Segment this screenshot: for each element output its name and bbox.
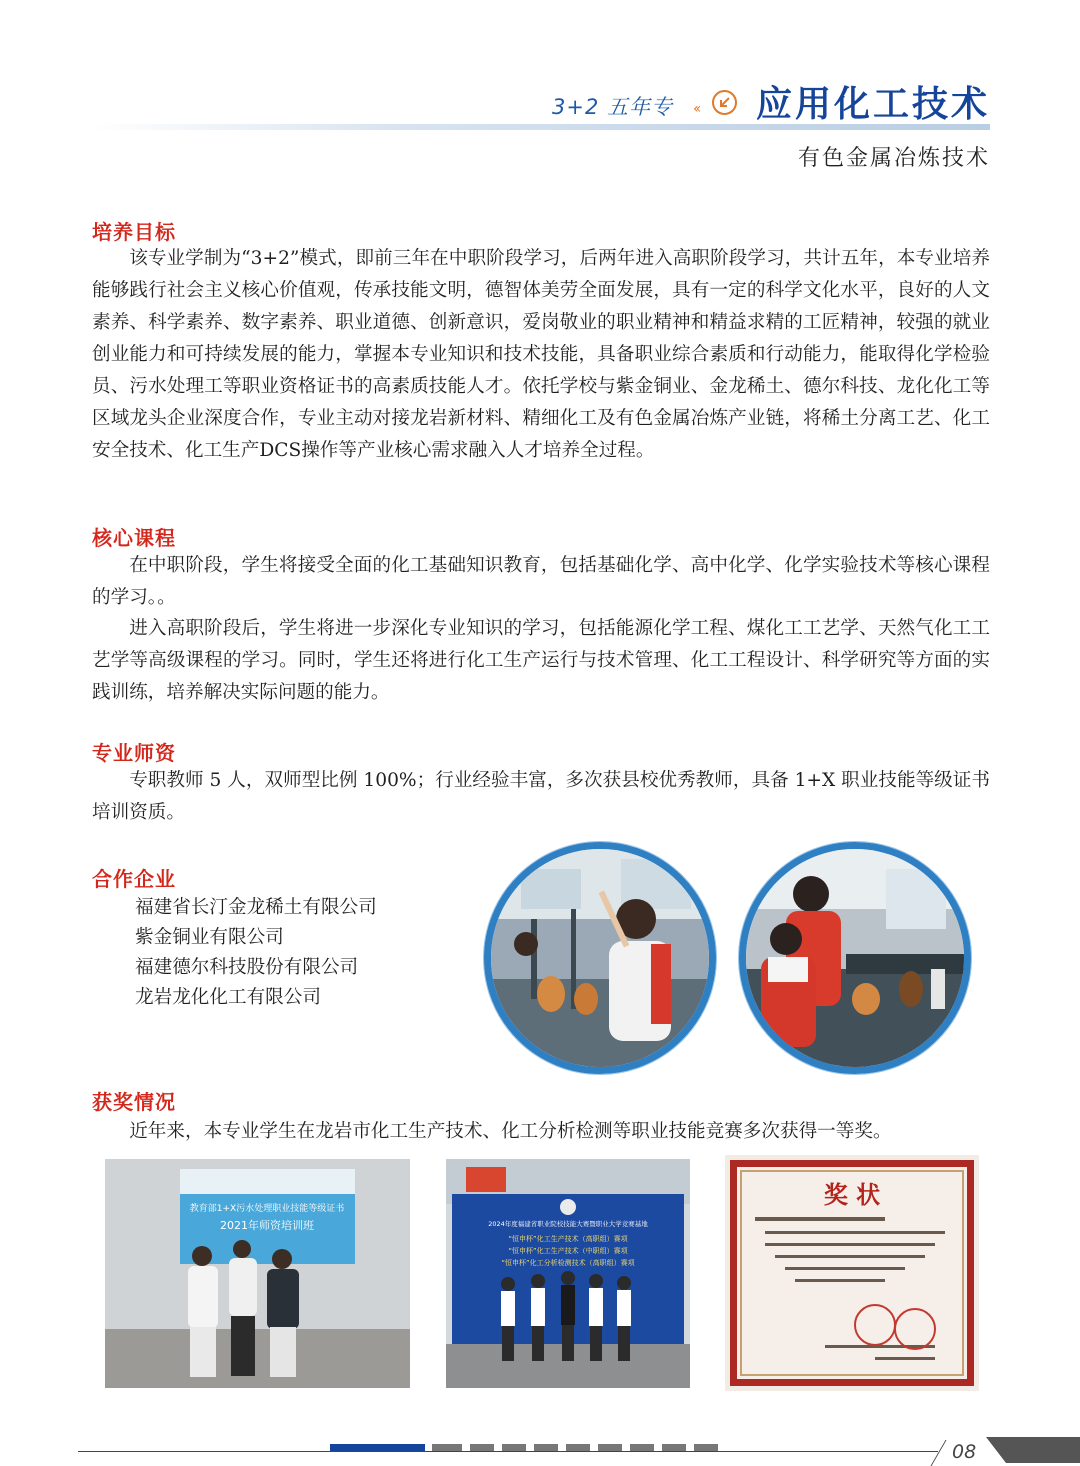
arrow-circle-icon [712,90,737,115]
partner-item: 福建德尔科技股份有限公司 [135,957,359,978]
footer-rule [78,1451,938,1452]
training-banner-line1: 教育部1+X污水处理职业技能等级证书 [189,1204,345,1214]
lab-photo-student-experiment [484,842,716,1074]
faculty-paragraph: 专职教师 5 人，双师型比例 100%；行业经验丰富，多次获县校优秀教师，具备 1+X 职业技能等级证书培训资质。 [92,770,990,823]
photo-skills-contest [446,1159,690,1388]
footer-segment [330,1444,425,1451]
footer-slash [930,1440,946,1466]
page-title: 应用化工技术 [755,84,990,125]
courses-paragraph-2: 进入高职阶段后，学生将进一步深化专业知识的学习，包括能源化学工程、煤化工工艺学、天然气化工工艺学等高级课程的学习。同时，学生还将进行化工生产运行与技术管理、化工工程设计、科学研究等方面的实践训练，培养解决实际问题的能力。 [92,618,990,703]
footer-segment [502,1444,526,1451]
double-chevron-icon: ‹‹ [693,101,699,117]
partner-item: 龙岩龙化化工有限公司 [135,987,321,1008]
partner-item: 紫金铜业有限公司 [135,927,284,948]
footer-segment [566,1444,590,1451]
footer-segment [662,1444,686,1451]
awards-paragraph: 近年来，本专业学生在龙岩市化工生产技术、化工分析检测等职业技能竞赛多次获得一等奖。 [129,1121,892,1142]
footer-segment [694,1444,718,1451]
courses-paragraph-1: 在中职阶段，学生将接受全面的化工基础知识教育，包括基础化学、高中化学、化学实验技术等核心课程的学习。。 [92,555,990,608]
program-label: 3+2 五年专 [552,95,673,119]
section-title-partners: 合作企业 [92,867,176,891]
contest-line2: “恒申杯”化工生产技术（高职组）赛项 [508,1235,628,1243]
page-number: 08 [952,1441,977,1463]
partner-item: 福建省长汀金龙稀土有限公司 [135,897,377,918]
footer-segment [630,1444,654,1451]
section-title-awards: 获奖情况 [92,1090,176,1114]
section-title-goal: 培养目标 [92,220,176,244]
footer-segment [470,1444,494,1451]
contest-line1: 2024年度福建省职业院校技能大赛暨职业大学竞赛基地 [488,1220,648,1228]
footer-segment [534,1444,558,1451]
contest-line3: “恒申杯”化工生产技术（中职组）赛项 [508,1247,628,1255]
photo-award-certificate [725,1155,979,1391]
page-subtitle: 有色金属冶炼技术 [797,146,990,171]
certificate-title: 奖 状 [823,1180,881,1209]
footer-segment [598,1444,622,1451]
section-title-faculty: 专业师资 [92,741,176,765]
contest-line4: “恒申杯”化工分析检测技术（高职组）赛项 [501,1259,635,1267]
photo-teacher-training [105,1159,410,1388]
footer-corner-shape [986,1437,1080,1463]
section-title-courses: 核心课程 [92,526,176,550]
training-banner-line2: 2021年师资培训班 [220,1219,314,1232]
lab-photo-teacher-guidance [739,842,971,1074]
footer-segment [432,1444,462,1451]
goal-paragraph: 该专业学制为“3+2”模式，即前三年在中职阶段学习，后两年进入高职阶段学习，共计五年，本专业培养能够践行社会主义核心价值观，传承技能文明，德智体美劳全面发展，具有一定的科学文化水平，良好的人文素养、科学素养、数字素养、职业道德、创新意识，爱岗敬业的职业精神和精益求精的工匠精神，较强的就业创业能力和可持续发展的能力，掌握本专业知识和技术技能，具备职业综合素质和行动能力，能取得化学检验员、污水处理工等职业资格证书的高素质技能人才。依托学校与紫金铜业、金龙稀土、德尔科技、龙化化工等区域龙头企业深度合作，专业主动对接龙岩新材料、精细化工及有色金属冶炼产业链，将稀土分离工艺、化工安全技术、化工生产DCS操作等产业核心需求融入人才培养全过程。 [92,248,990,461]
